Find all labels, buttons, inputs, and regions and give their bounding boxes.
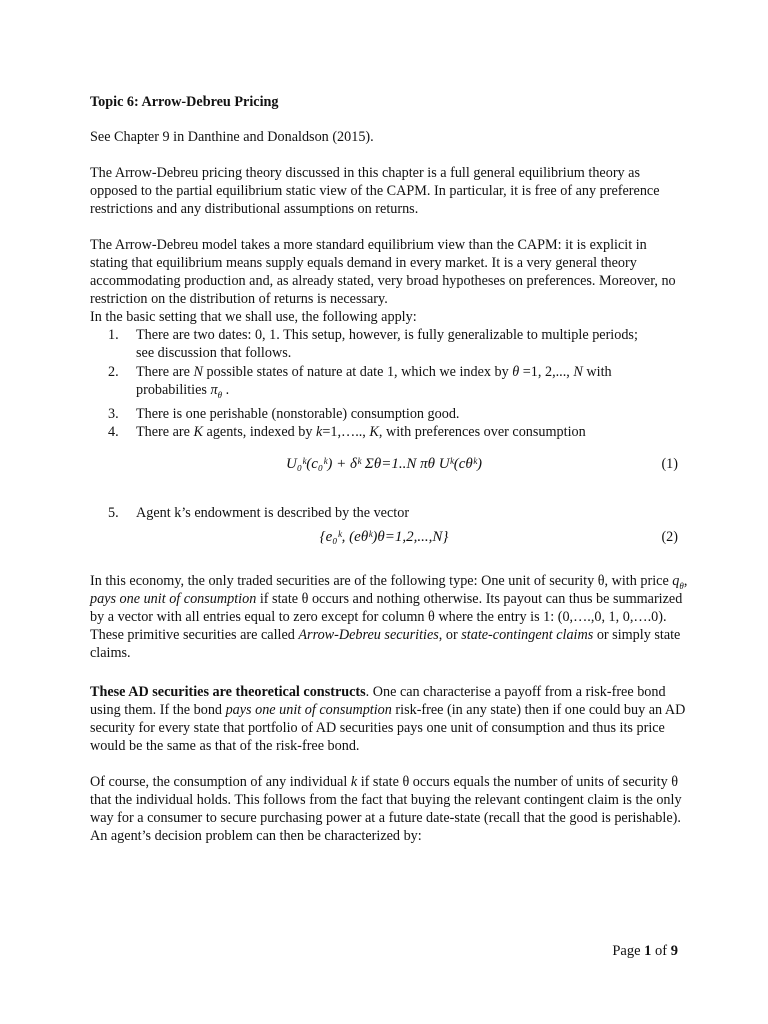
text-fragment: probabilities [136,382,211,398]
text-fragment: possible states of nature at date 1, which we index by [202,364,513,380]
text-fragment: or simply state claims. [90,627,681,661]
equation-2 [0,528,768,546]
math-variable: k [350,774,358,790]
list-number: 5. [108,505,119,521]
list-item [108,504,648,522]
text-fragment: with [582,364,612,380]
total-pages: 9 [670,943,678,959]
math-variable: K [193,424,203,440]
math-variable: q [672,573,680,589]
list-item-text: Agent k’s endowment is described by the vector [136,505,410,521]
math-subscript: θ [217,389,223,400]
page-title: Topic 6: Arrow-Debreu Pricing [90,94,279,110]
paragraph-model: The Arrow-Debreu model takes a more standard equilibrium view than the CAPM: it is explicit in stating that equilibrium means supply equals demand in every market. It is a very general theory accommodating production and, as already stated, very broad hypotheses on preferences. Moreover, no restriction on the distribution of returns is necessary. [90,237,676,307]
emphasis-text: pays one unit of consumption [225,702,392,718]
equation-2-text: {e₀ᵏ, (eθᵏ)θ=1,2,...,N} [319,529,449,545]
list-item-text: There is one perishable (nonstorable) consumption good. [136,406,460,422]
math-variable: π [210,382,218,398]
text-fragment: There are [136,424,194,440]
emphasis-text: Arrow-Debreu securities [298,627,439,643]
math-variable: N [573,364,583,380]
emphasis-text: state-contingent claims [461,627,594,643]
list-number: 3. [108,406,119,422]
list-item-text: There are two dates: 0, 1. This setup, however, is fully generalizable to multiple periods; see discussion that follows. [136,327,638,361]
math-variable: k [316,424,323,440]
text-fragment: In this economy, the only traded securities are of the following type: One unit of security θ, with price [90,573,673,589]
text-fragment: =1, 2,..., [519,364,574,380]
text-fragment: =1,….., [322,424,370,440]
text-fragment: . [222,382,230,398]
equation-1 [0,455,768,473]
text-fragment: , or [438,627,462,643]
page-label: Page [612,943,645,959]
equation-1-number: (1) [661,456,678,472]
list-number: 1. [108,327,119,343]
bold-text: These AD securities are theoretical constructs [90,684,366,700]
text-fragment: , [683,573,688,589]
text-fragment: if state θ occurs equals the number of units of security θ that the individual holds. This follows from the fact that buying the relevant contingent claim is the only way for a consumer to secure purchasing power at a future date-state (recall that the good is perishable). An agent’s decision problem can then be characterized by: [90,774,682,844]
list-item [108,423,648,441]
math-subscript: θ [679,580,684,591]
paragraph-consumption [90,773,688,845]
math-variable: N [193,364,203,380]
text-fragment: . One can characterise a payoff from a risk-free bond using them. If the bond [90,684,666,718]
reference-line: See Chapter 9 in Danthine and Donaldson (2015). [90,129,374,145]
paragraph-securities [90,572,688,662]
text-fragment: Of course, the consumption of any individual [90,774,351,790]
assumptions-list-continued [108,504,648,522]
math-variable: K [369,424,379,440]
text-fragment: risk-free (in any state) then if one could buy an AD security for every state that portfolio of AD securities pays one unit of consumption and thus its price would be the same as that of the risk-free bond. [90,702,686,754]
list-number: 4. [108,424,119,440]
paragraph-ad-securities [90,683,688,755]
assumptions-list [108,326,648,441]
page-number [612,942,678,960]
text-fragment: , with preferences over consumption [378,424,586,440]
equation-1-text: U₀ᵏ(c₀ᵏ) + δᵏ Σθ=1..N πθ Uᵏ(cθᵏ) [286,456,482,472]
equation-2-number: (2) [661,529,678,545]
current-page: 1 [644,943,652,959]
list-item [108,405,648,423]
text-fragment: agents, indexed by [202,424,317,440]
emphasis-text: pays one unit of consumption [90,591,257,607]
text-fragment: There are [136,364,194,380]
text-fragment: if state θ occurs and nothing otherwise. Its payout can thus be summarized by a vector with all entries equal to zero except for column θ where the entry is 1: (0,….,0, 1, 0,….0). These primitive securities are called [90,591,683,643]
paragraph-intro: The Arrow-Debreu pricing theory discussed in this chapter is a full general equilibrium theory as opposed to the partial equilibrium static view of the CAPM. In particular, it is free of any preference restrictions and any distributional assumptions on returns. [90,165,660,217]
math-variable: θ [512,364,520,380]
list-number: 2. [108,364,119,380]
list-item [108,326,648,362]
page-of-label: of [651,943,671,959]
list-item [108,363,648,399]
setting-intro: In the basic setting that we shall use, the following apply: [90,309,417,325]
